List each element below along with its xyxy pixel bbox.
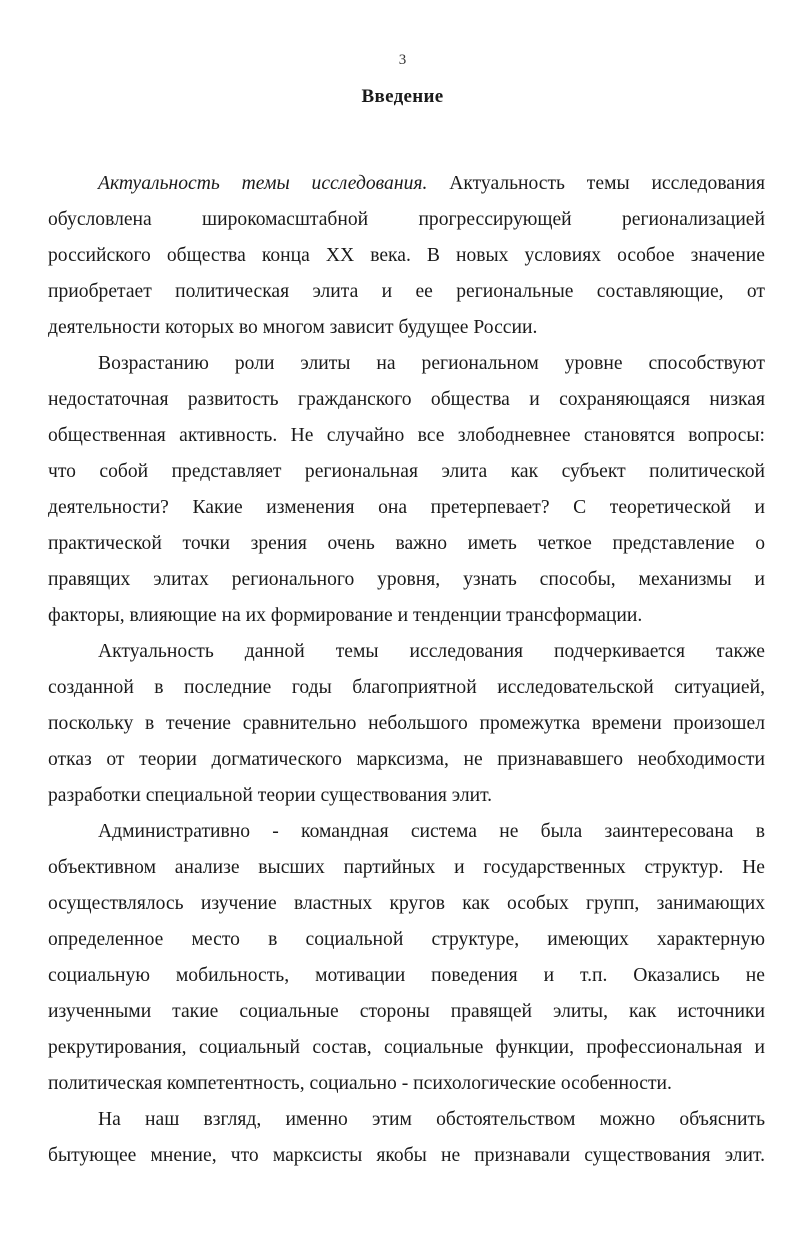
text-line: определенное место в социальной структуре, имеющих характерную (48, 929, 765, 950)
text-line: осуществлялось изучение властных кругов как особых групп, занимающих (48, 893, 765, 914)
paragraph (48, 634, 765, 814)
paragraph (48, 1102, 765, 1174)
text-line: российского общества конца XX века. В новых условиях особое значение (48, 245, 765, 266)
text-line: социальную мобильность, мотивации поведения и т.п. Оказались не (48, 965, 765, 986)
text-line: практической точки зрения очень важно иметь четкое представление о (48, 533, 765, 554)
text-line: бытующее мнение, что марксисты якобы не признавали существования элит. (48, 1145, 765, 1166)
italic-lead: Актуальность темы исследования. (98, 173, 428, 194)
text-line: что собой представляет региональная элита как субъект политической (48, 461, 765, 482)
text-line: Административно - командная система не была заинтересована в (98, 821, 765, 842)
text-line: созданной в последние годы благоприятной исследовательской ситуацией, (48, 677, 765, 698)
line-text: Актуальность темы исследования (427, 173, 765, 194)
text-line (48, 166, 765, 202)
paragraph (48, 166, 765, 346)
paragraph (48, 346, 765, 634)
text-line: отказ от теории догматического марксизма, не признававшего необходимости (48, 749, 765, 770)
text-line: недостаточная развитость гражданского общества и сохраняющаяся низкая (48, 389, 765, 410)
text-line: факторы, влияющие на их формирование и тенденции трансформации. (48, 605, 643, 626)
text-line: изученными такие социальные стороны правящей элиты, как источники (48, 1001, 765, 1022)
text-line: деятельности которых во многом зависит будущее России. (48, 317, 538, 338)
text-line: приобретает политическая элита и ее региональные составляющие, от (48, 281, 765, 302)
text-line: разработки специальной теории существования элит. (48, 785, 493, 806)
text-line: На наш взгляд, именно этим обстоятельством можно объяснить (98, 1109, 765, 1130)
text-line: Актуальность данной темы исследования подчеркивается также (98, 641, 765, 662)
page-title: Введение (361, 86, 444, 107)
paragraph (48, 814, 765, 1102)
text-line: поскольку в течение сравнительно небольшого промежутка времени произошел (48, 713, 765, 734)
document-body (48, 166, 765, 1174)
text-line: обусловлена широкомасштабной прогрессирующей регионализацией (48, 209, 765, 230)
text-line: правящих элитах регионального уровня, узнать способы, механизмы и (48, 569, 765, 590)
text-line: деятельности? Какие изменения она претерпевает? С теоретической и (48, 497, 765, 518)
page-number: 3 (398, 52, 407, 68)
text-line: рекрутирования, социальный состав, социальные функции, профессиональная и (48, 1037, 765, 1058)
text-line: объективном анализе высших партийных и государственных структур. Не (48, 857, 765, 878)
text-line: политическая компетентность, социально - психологические особенности. (48, 1073, 672, 1094)
text-line: общественная активность. Не случайно все злободневнее становятся вопросы: (48, 425, 765, 446)
text-line: Возрастанию роли элиты на региональном уровне способствуют (98, 353, 765, 374)
